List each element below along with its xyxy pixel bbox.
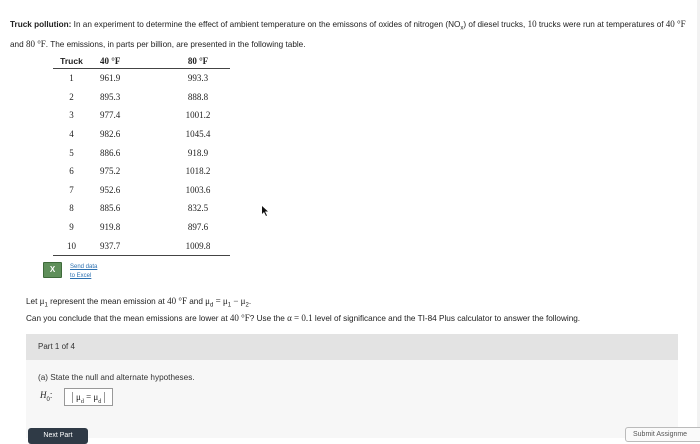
next-part-button[interactable]: Next Part: [28, 428, 88, 444]
header-truck: Truck: [53, 53, 90, 69]
mu-symbol: μ: [93, 392, 99, 402]
equals-sign: =: [86, 392, 92, 402]
truck-cell: 7: [69, 184, 74, 195]
truck-cell: 2: [69, 91, 74, 102]
table-row: [53, 162, 230, 181]
problem-text: . The emissions, in parts per billion, are presented in the following table.: [45, 39, 306, 49]
submit-assignment-button[interactable]: Submit Assignme: [625, 427, 700, 442]
emission-80-cell: 1001.2: [185, 110, 211, 121]
truck-cell: 10: [53, 236, 90, 255]
mu-subscript: 1: [227, 302, 232, 309]
h0-label: H: [40, 390, 47, 400]
emission-40-cell: 961.9: [100, 73, 121, 84]
null-hypothesis: [40, 390, 102, 405]
sub-question: (a) State the null and alternate hypotheses.: [38, 373, 195, 382]
table-row: [53, 236, 230, 255]
period: .: [248, 297, 252, 306]
mu-subscript: 2: [245, 302, 249, 309]
header-80f: 80 °F: [166, 53, 230, 69]
nox-label: (NO: [445, 20, 461, 29]
table-row: [53, 88, 230, 107]
mu-subscript: 1: [44, 302, 48, 309]
table-row: [53, 218, 230, 237]
truck-cell: 6: [69, 166, 74, 177]
input-divider: [72, 392, 73, 403]
send-to-excel-link[interactable]: [70, 263, 97, 281]
temp-80: 80 °F: [25, 38, 46, 49]
emission-80-cell: 897.6: [187, 222, 209, 233]
emission-80-cell: 832.5: [187, 203, 209, 214]
mouse-cursor-icon: [262, 206, 270, 216]
emission-40-cell: 895.3: [100, 91, 121, 102]
emission-40-cell: 975.2: [100, 166, 121, 177]
emission-80-cell: 1018.2: [185, 166, 211, 177]
emissions-table: [53, 53, 230, 256]
emission-40-cell: 885.6: [100, 203, 121, 214]
emission-80-cell: 993.3: [187, 73, 209, 84]
problem-text: of diesel trucks,: [466, 20, 528, 29]
let-text: represent the mean emission at: [47, 297, 168, 306]
mu-subscript: d: [210, 302, 214, 309]
input-divider: [104, 392, 105, 403]
emission-80-cell: 918.9: [187, 147, 209, 158]
emission-40-cell: 982.6: [100, 129, 121, 140]
truck-cell: 8: [69, 203, 74, 214]
problem-text: and: [10, 39, 26, 49]
emission-40-cell: 977.4: [100, 110, 121, 121]
problem-statement: [10, 17, 690, 52]
minus-sign: −: [231, 296, 241, 306]
problem-text: trucks were run at temperatures of: [536, 20, 666, 29]
truck-cell: 4: [69, 129, 74, 140]
header-40f: 40 °F: [90, 53, 166, 69]
nox-close: ): [463, 20, 467, 29]
mu-symbol: μ: [39, 296, 45, 306]
emission-40-cell: 919.8: [100, 222, 121, 233]
temp-40: 40 °F: [167, 296, 187, 306]
emission-80-cell: 1003.6: [185, 184, 211, 195]
question-part: ? Use the: [249, 314, 288, 323]
truck-cell: 1: [69, 73, 74, 84]
emission-40-cell: 952.6: [100, 184, 121, 195]
emission-80-cell: 888.8: [187, 91, 209, 102]
part-header: [26, 334, 678, 360]
alpha-value: α = 0.1: [287, 313, 313, 323]
table-row: [53, 143, 230, 162]
mu-subscript: d: [98, 398, 102, 405]
question-part: level of significance and the TI-84 Plus calculator to answer the following.: [312, 314, 581, 323]
excel-icon[interactable]: X: [43, 262, 62, 278]
emission-40-cell: 886.6: [100, 147, 121, 158]
excel-link-line2[interactable]: to Excel: [70, 273, 92, 279]
emission-80-cell: 1045.4: [185, 129, 211, 140]
mu-subscript: d: [80, 398, 84, 405]
mu-symbol: μ: [76, 392, 81, 402]
mu-symbol: μ: [205, 296, 210, 306]
let-text: Let: [26, 297, 40, 306]
truck-count: 10: [527, 19, 537, 29]
table-header-row: [53, 53, 230, 69]
truck-cell: 3: [69, 110, 74, 121]
problem-title: Truck pollution:: [10, 20, 72, 29]
temp-40: 40 °F: [665, 19, 686, 29]
truck-cell: 9: [69, 222, 74, 233]
mu-symbol: μ: [240, 296, 246, 306]
emission-40-cell: 937.7: [90, 236, 166, 255]
question-part: Can you conclude that the mean emissions are lower at: [26, 314, 230, 323]
table-row: [53, 199, 230, 218]
hypothesis-input[interactable]: [64, 388, 113, 406]
nox-subscript: x: [460, 25, 464, 32]
question-text: [26, 313, 580, 323]
table-row: [53, 106, 230, 125]
excel-link-line1[interactable]: Send data: [70, 264, 98, 270]
temp-40: 40 °F: [229, 313, 250, 323]
let-statement: [26, 296, 251, 309]
table-row: [53, 69, 230, 88]
h0-colon: :: [49, 390, 53, 400]
table-row: [53, 181, 230, 200]
equals-sign: =: [213, 296, 223, 306]
truck-cell: 5: [69, 147, 74, 158]
table-row: [53, 125, 230, 144]
part-label: Part 1 of 4: [38, 342, 75, 351]
h0-subscript: 0: [46, 396, 50, 403]
let-text: and: [186, 297, 206, 306]
part-body: [26, 360, 678, 438]
emission-80-cell: 1009.8: [166, 236, 230, 255]
mu-symbol: μ: [222, 296, 228, 306]
problem-text: In an experiment to determine the effect of ambient temperature on the emissons of oxides of nitrogen: [71, 20, 446, 29]
